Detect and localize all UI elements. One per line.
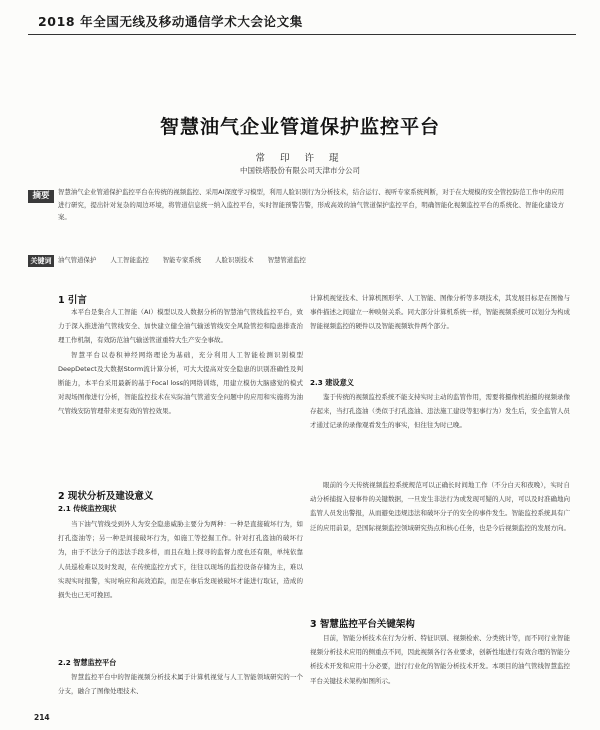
section-2-2-text	[58, 670, 303, 700]
paragraph: 本平台是集合人工智能（AI）模型以及人数据分析的智慧油气管线监控平台，致力于深入推进油气管线安全、加快建立健全油气输送管线安全风险管控和隐患排查治理工作机制，有效防范油气输送管道重特大生产安全事故。	[58, 308, 303, 345]
paragraph: 眼前的今天传统视频监控系统规范可以正确长时间地工作（不分白天和夜晚），实时自动分析捕捉入侵事件的关键数据，一旦发生非法行为或发现可疑的人时，可以及时准确地向监管人员发出警报，从而避免违规违法和破坏分子的安全的事件发生。智能监控系统具有广泛的应用前景，是国际视频监控领域研究热点和核心任务，也是今后视频监控的发展方向。	[310, 481, 570, 532]
section-2-3-text-2	[310, 478, 570, 592]
keyword-item: 人脸识别技术	[215, 256, 254, 264]
paper-affiliation: 中国铁塔股份有限公司天津市分公司	[240, 166, 360, 175]
paragraph: 计算机视觉技术、计算机图形学、人工智能、图像分析等多项技术，其发展目标是在图像与事件描述之间建立一种映射关系。同大部分计算机系统一样，智能视频系统可以划分为构成智能视频监控的硬件以及智能视频软件两个部分。	[310, 294, 570, 331]
paper-title: 智慧油气企业管道保护监控平台	[159, 116, 440, 138]
section-1-heading: 1 引言	[58, 295, 87, 306]
paragraph: 智慧监控平台中的智能视频分析技术属于计算机视觉与人工智能领域研究的一个分支，融合了图像处理技术、	[58, 673, 303, 696]
section-2-heading: 2 现状分析及建设意义	[58, 491, 154, 502]
section-2-1-text	[58, 517, 303, 645]
section-2-3-text-1	[310, 390, 570, 476]
keyword-item: 油气管道保护	[58, 256, 97, 264]
section-3-heading: 3 智慧监控平台关键架构	[310, 619, 415, 630]
paragraph: 智慧平台以卷积神经网络理论为基础，充分利用人工智能检测识别模型DeepDetect及大数据Storm流计算分析，可大大提高对安全隐患的识别准确性及判断能力，本平台采用最新的基于Focal loss的网络训练，用建立模仿大脑感觉的模式对现场图像进行分析，智能监控技术在实际油气管道安全问题中的应用和实施将为油气管线安防管理带来更有效的管控效果。	[58, 350, 303, 416]
abstract-text: 智慧油气企业管道保护监控平台在传统的视频监控、采用AI深度学习模型，利用人脸识别行为分析技术，结合运行、视听专家系统判断，对于在大规模的安全管控防范工作中的应用进行研究，提出针对复杂的周边环境，将管道信息统一纳入监控平台，实时智能预警告警，形成高效的油气管道保护监控平台，明确智能化视频监控平台的系统化、智能化建设方案。	[58, 188, 564, 222]
paragraph: 鉴于传统的视频监控系统不能支持实时主动的监管作用，需要将摄像机拍摄的视频录像存起来，当打孔盗油（类似于打孔盗油、违法施工建设等犯事行为）发生后，安全监管人员才通过记录的录像观看发生的事实，但往往为时已晚。	[310, 393, 570, 430]
abstract-label: 摘要	[28, 190, 54, 203]
page-number: 214	[34, 713, 50, 722]
paragraph: 目前，智能分析技术在行为分析、特征识别、视频检索、分类统计等，而不同行业智能视频分析技术应用的侧重点不同，因此视频各行各业要求，创新性地进行有效合理的智能分析技术开发和应用十分必要，进行行业化的智能分析技术开发。本项目的油气管线智慧监控平台关键技术架构如图所示。	[310, 634, 570, 685]
keywords-label: 关键词	[28, 255, 54, 267]
keyword-item: 智能专家系统	[162, 256, 202, 264]
keywords-list	[58, 255, 564, 264]
section-2-2-heading: 2.2 智慧监控平台	[58, 658, 117, 667]
paper-authors: 常 印 许 琨	[255, 153, 345, 164]
header-divider	[28, 34, 576, 35]
section-2-3-heading: 2.3 建设意义	[310, 378, 354, 387]
keyword-item: 人工智能监控	[110, 256, 149, 264]
section-2-1-heading: 2.1 传统监控现状	[58, 504, 117, 513]
section-3-text	[310, 631, 570, 703]
paragraph: 当下油气管线受到外人为安全隐患威胁主要分为两种：一种是直接破坏行为，如打孔盗油等；另一种是间接破坏行为，如施工等挖掘工作。针对打孔盗油的破坏行为，由于不法分子的违法手段多样，而且在地上探寻的监督力度也还有限，单纯依靠人员巡检难以及时发现，在传统监控方式下，往往以现场的监控设备存储为主，难以实现实时报警，实时响应和高效追踪，而是在事后发现被破坏才能进行取证，造成的损失也已无可挽回。	[58, 520, 303, 600]
section-1-text	[58, 305, 303, 461]
running-header: 2018 年全国无线及移动通信学术大会论文集	[38, 14, 303, 29]
keyword-item: 智慧管道监控	[267, 256, 306, 264]
right-col-intro	[310, 291, 570, 363]
